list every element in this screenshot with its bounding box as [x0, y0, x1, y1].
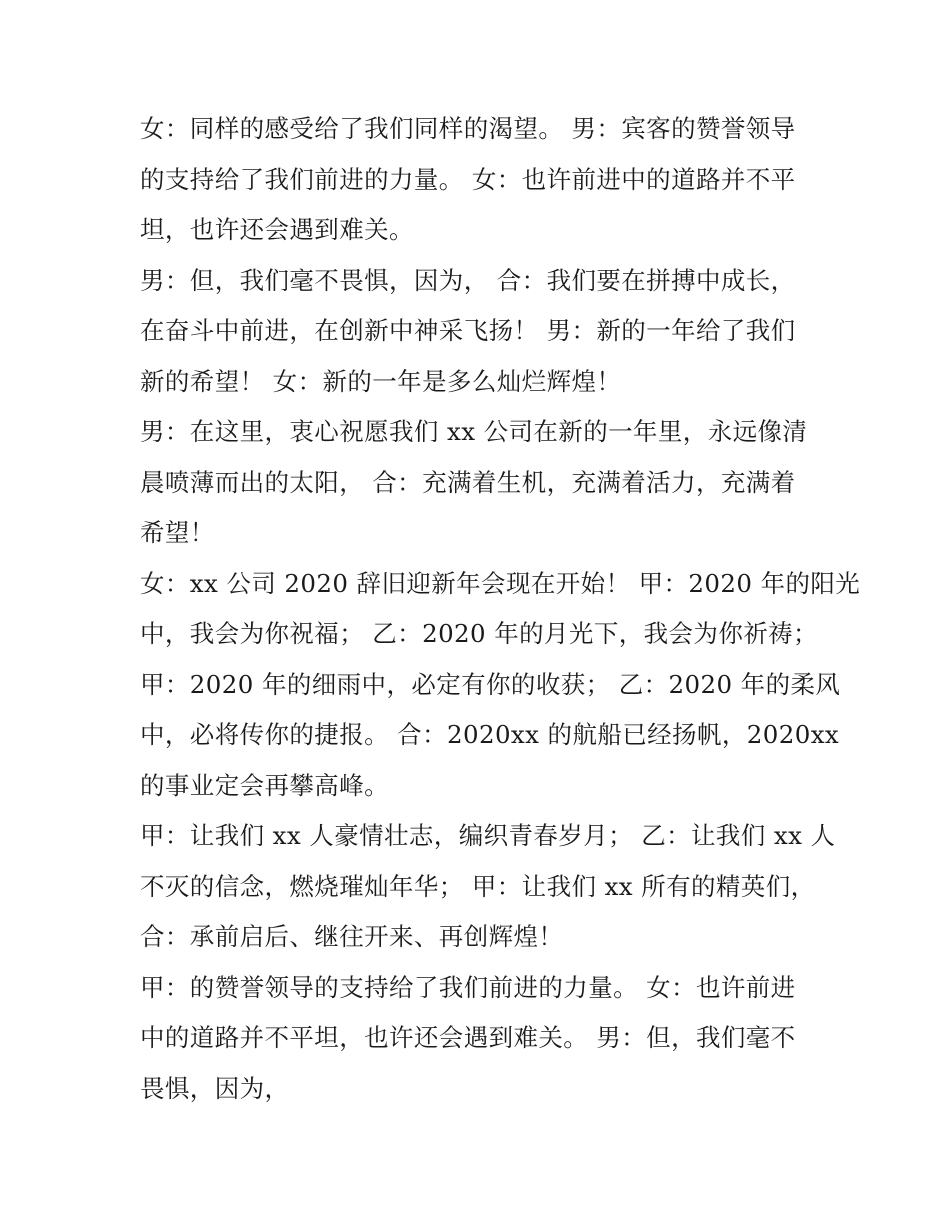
- text-line: 不灭的信念，燃烧璀灿年华； 甲：让我们 xx 所有的精英们，: [140, 871, 816, 901]
- document-body: [140, 104, 861, 1114]
- text-line: 合：承前启后、继往开来、再创辉煌！: [140, 922, 564, 951]
- text-line: 坦，也许还会遇到难关。: [140, 215, 414, 244]
- text-line: 晨喷薄而出的太阳， 合：充满着生机，充满着活力，充满着: [140, 467, 796, 497]
- text-line: 在奋斗中前进，在创新中神采飞扬！ 男：新的一年给了我们: [140, 316, 796, 345]
- text-line: 中，我会为你祝福； 乙：2020 年的月光下，我会为你祈祷；: [140, 619, 818, 648]
- text-line: 男：但，我们毫不畏惧，因为， 合：我们要在拼搏中成长，: [140, 265, 796, 295]
- text-line: 男：在这里，衷心祝愿我们 xx 公司在新的一年里，永远像清: [140, 417, 808, 446]
- text-line: 甲：让我们 xx 人豪情壮志，编织青春岁月； 乙：让我们 xx 人: [140, 821, 836, 850]
- text-line: 中，必将传你的捷报。 合：2020xx 的航船已经扬帆，2020xx: [140, 720, 840, 749]
- text-line: 女：同样的感受给了我们同样的渴望。 男：宾客的赞誉领导: [140, 114, 796, 143]
- paragraph-2: [140, 256, 815, 408]
- text-line: 甲：2020 年的细雨中，必定有你的收获； 乙：2020 年的柔风: [140, 669, 841, 699]
- text-line: 畏惧，因为，: [140, 1073, 290, 1103]
- paragraph-4: [140, 559, 861, 812]
- text-line: 女：xx 公司 2020 辞旧迎新年会现在开始！ 甲：2020 年的阳光: [140, 568, 861, 598]
- text-line: 甲：的赞誉领导的支持给了我们前进的力量。 女：也许前进: [140, 972, 796, 1002]
- paragraph-6: [140, 963, 815, 1115]
- text-line: 希望！: [140, 518, 215, 547]
- text-line: 新的希望！ 女：新的一年是多么灿烂辉煌！: [140, 366, 622, 396]
- text-line: 的支持给了我们前进的力量。 女：也许前进中的道路并不平: [140, 164, 796, 194]
- paragraph-3: [140, 407, 815, 559]
- paragraph-1: [140, 104, 815, 256]
- text-line: 中的道路并不平坦，也许还会遇到难关。 男：但，我们毫不: [140, 1023, 796, 1052]
- paragraph-5: [140, 811, 836, 963]
- text-line: 的事业定会再攀高峰。: [140, 770, 389, 800]
